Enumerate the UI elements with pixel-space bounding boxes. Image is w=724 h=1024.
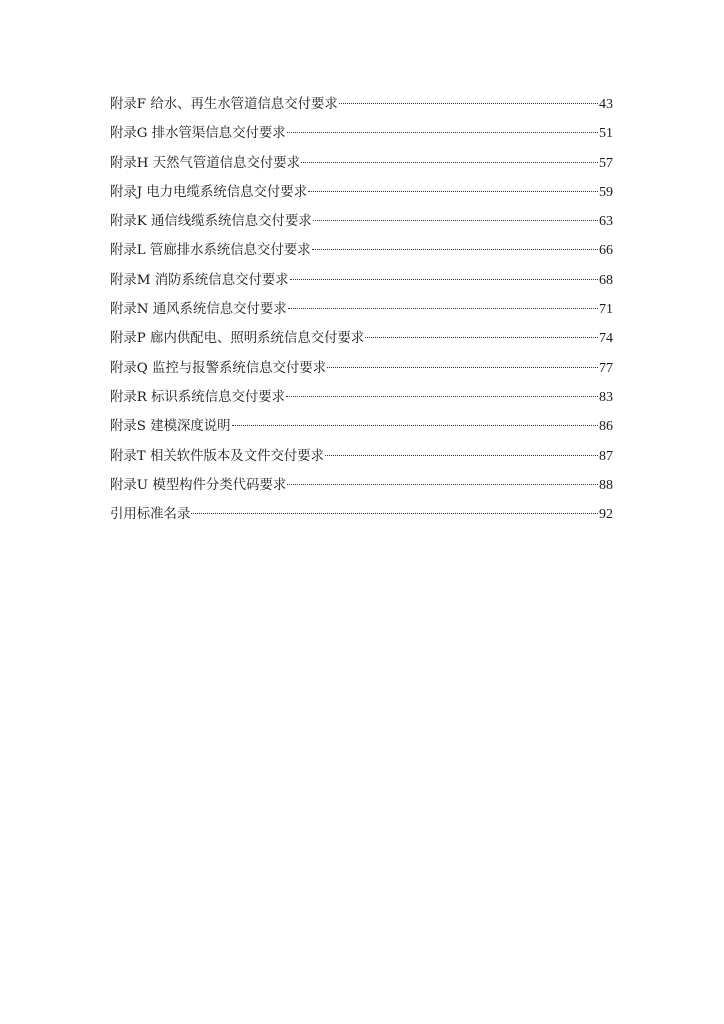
toc-entry-appendix-r[interactable] bbox=[110, 383, 613, 412]
toc-dot-leader bbox=[308, 191, 598, 192]
toc-entry-appendix-j[interactable] bbox=[110, 178, 613, 207]
toc-dot-leader bbox=[290, 279, 598, 280]
toc-dot-leader bbox=[301, 162, 598, 163]
toc-dot-leader bbox=[327, 367, 598, 368]
toc-entry-page: 92 bbox=[599, 507, 613, 523]
toc-entry-appendix-k[interactable] bbox=[110, 207, 613, 236]
toc-dot-leader bbox=[313, 220, 598, 221]
toc-entry-title: 附录R 标识系统信息交付要求 bbox=[110, 389, 286, 405]
toc-dot-leader bbox=[288, 308, 598, 309]
toc-dot-leader bbox=[191, 513, 598, 514]
toc-entry-title: 附录L 管廊排水系统信息交付要求 bbox=[110, 243, 311, 259]
toc-entry-page: 71 bbox=[599, 302, 613, 318]
toc-entry-title: 附录U 模型构件分类代码要求 bbox=[110, 477, 287, 493]
toc-entry-page: 51 bbox=[599, 126, 613, 142]
toc-entry-title: 附录H 天然气管道信息交付要求 bbox=[110, 155, 301, 171]
toc-entry-title: 附录N 通风系统信息交付要求 bbox=[110, 302, 287, 318]
toc-entry-title: 附录P 廊内供配电、照明系统信息交付要求 bbox=[110, 331, 365, 347]
toc-dot-leader bbox=[286, 396, 598, 397]
toc-entry-page: 57 bbox=[599, 155, 613, 171]
toc-dot-leader bbox=[365, 337, 598, 338]
toc-entry-title: 附录K 通信线缆系统信息交付要求 bbox=[110, 214, 312, 230]
toc-entry-page: 59 bbox=[599, 184, 613, 200]
toc-entry-title: 引用标准名录 bbox=[110, 507, 191, 523]
toc-entry-appendix-g[interactable] bbox=[110, 119, 613, 148]
toc-dot-leader bbox=[339, 103, 598, 104]
toc-entry-page: 77 bbox=[599, 360, 613, 376]
toc-entry-page: 88 bbox=[599, 477, 613, 493]
toc-entry-appendix-s[interactable] bbox=[110, 412, 613, 441]
toc-entry-appendix-p[interactable] bbox=[110, 324, 613, 353]
toc-dot-leader bbox=[287, 132, 598, 133]
toc-entry-title: 附录M 消防系统信息交付要求 bbox=[110, 272, 289, 288]
toc-entry-appendix-h[interactable] bbox=[110, 149, 613, 178]
toc-entry-appendix-f[interactable] bbox=[110, 90, 613, 119]
toc-entry-page: 87 bbox=[599, 448, 613, 464]
toc-entry-title: 附录T 相关软件版本及文件交付要求 bbox=[110, 448, 325, 464]
toc-entry-title: 附录J 电力电缆系统信息交付要求 bbox=[110, 184, 308, 200]
toc-entry-page: 66 bbox=[599, 243, 613, 259]
toc-entry-page: 63 bbox=[599, 214, 613, 230]
toc-dot-leader bbox=[287, 484, 598, 485]
toc-entry-page: 86 bbox=[599, 419, 613, 435]
toc-entry-appendix-n[interactable] bbox=[110, 295, 613, 324]
toc-entry-page: 68 bbox=[599, 272, 613, 288]
toc-entry-title: 附录S 建模深度说明 bbox=[110, 419, 231, 435]
toc-entry-appendix-q[interactable] bbox=[110, 354, 613, 383]
toc-entry-referenced-standards[interactable] bbox=[110, 500, 613, 529]
toc-entry-appendix-l[interactable] bbox=[110, 236, 613, 265]
toc-entry-appendix-u[interactable] bbox=[110, 471, 613, 500]
toc-dot-leader bbox=[312, 249, 598, 250]
toc-entry-page: 43 bbox=[599, 97, 613, 112]
toc-entry-page: 83 bbox=[599, 389, 613, 405]
toc-entry-title: 附录G 排水管渠信息交付要求 bbox=[110, 126, 286, 142]
toc-dot-leader bbox=[325, 455, 598, 456]
toc-entry-appendix-t[interactable] bbox=[110, 442, 613, 471]
toc-entry-page: 74 bbox=[599, 331, 613, 347]
toc-entry-appendix-m[interactable] bbox=[110, 266, 613, 295]
toc-entry-title: 附录Q 监控与报警系统信息交付要求 bbox=[110, 360, 327, 376]
toc-entry-title: 附录F 给水、再生水管道信息交付要求 bbox=[110, 97, 338, 112]
table-of-contents bbox=[110, 90, 613, 529]
toc-dot-leader bbox=[232, 425, 598, 426]
